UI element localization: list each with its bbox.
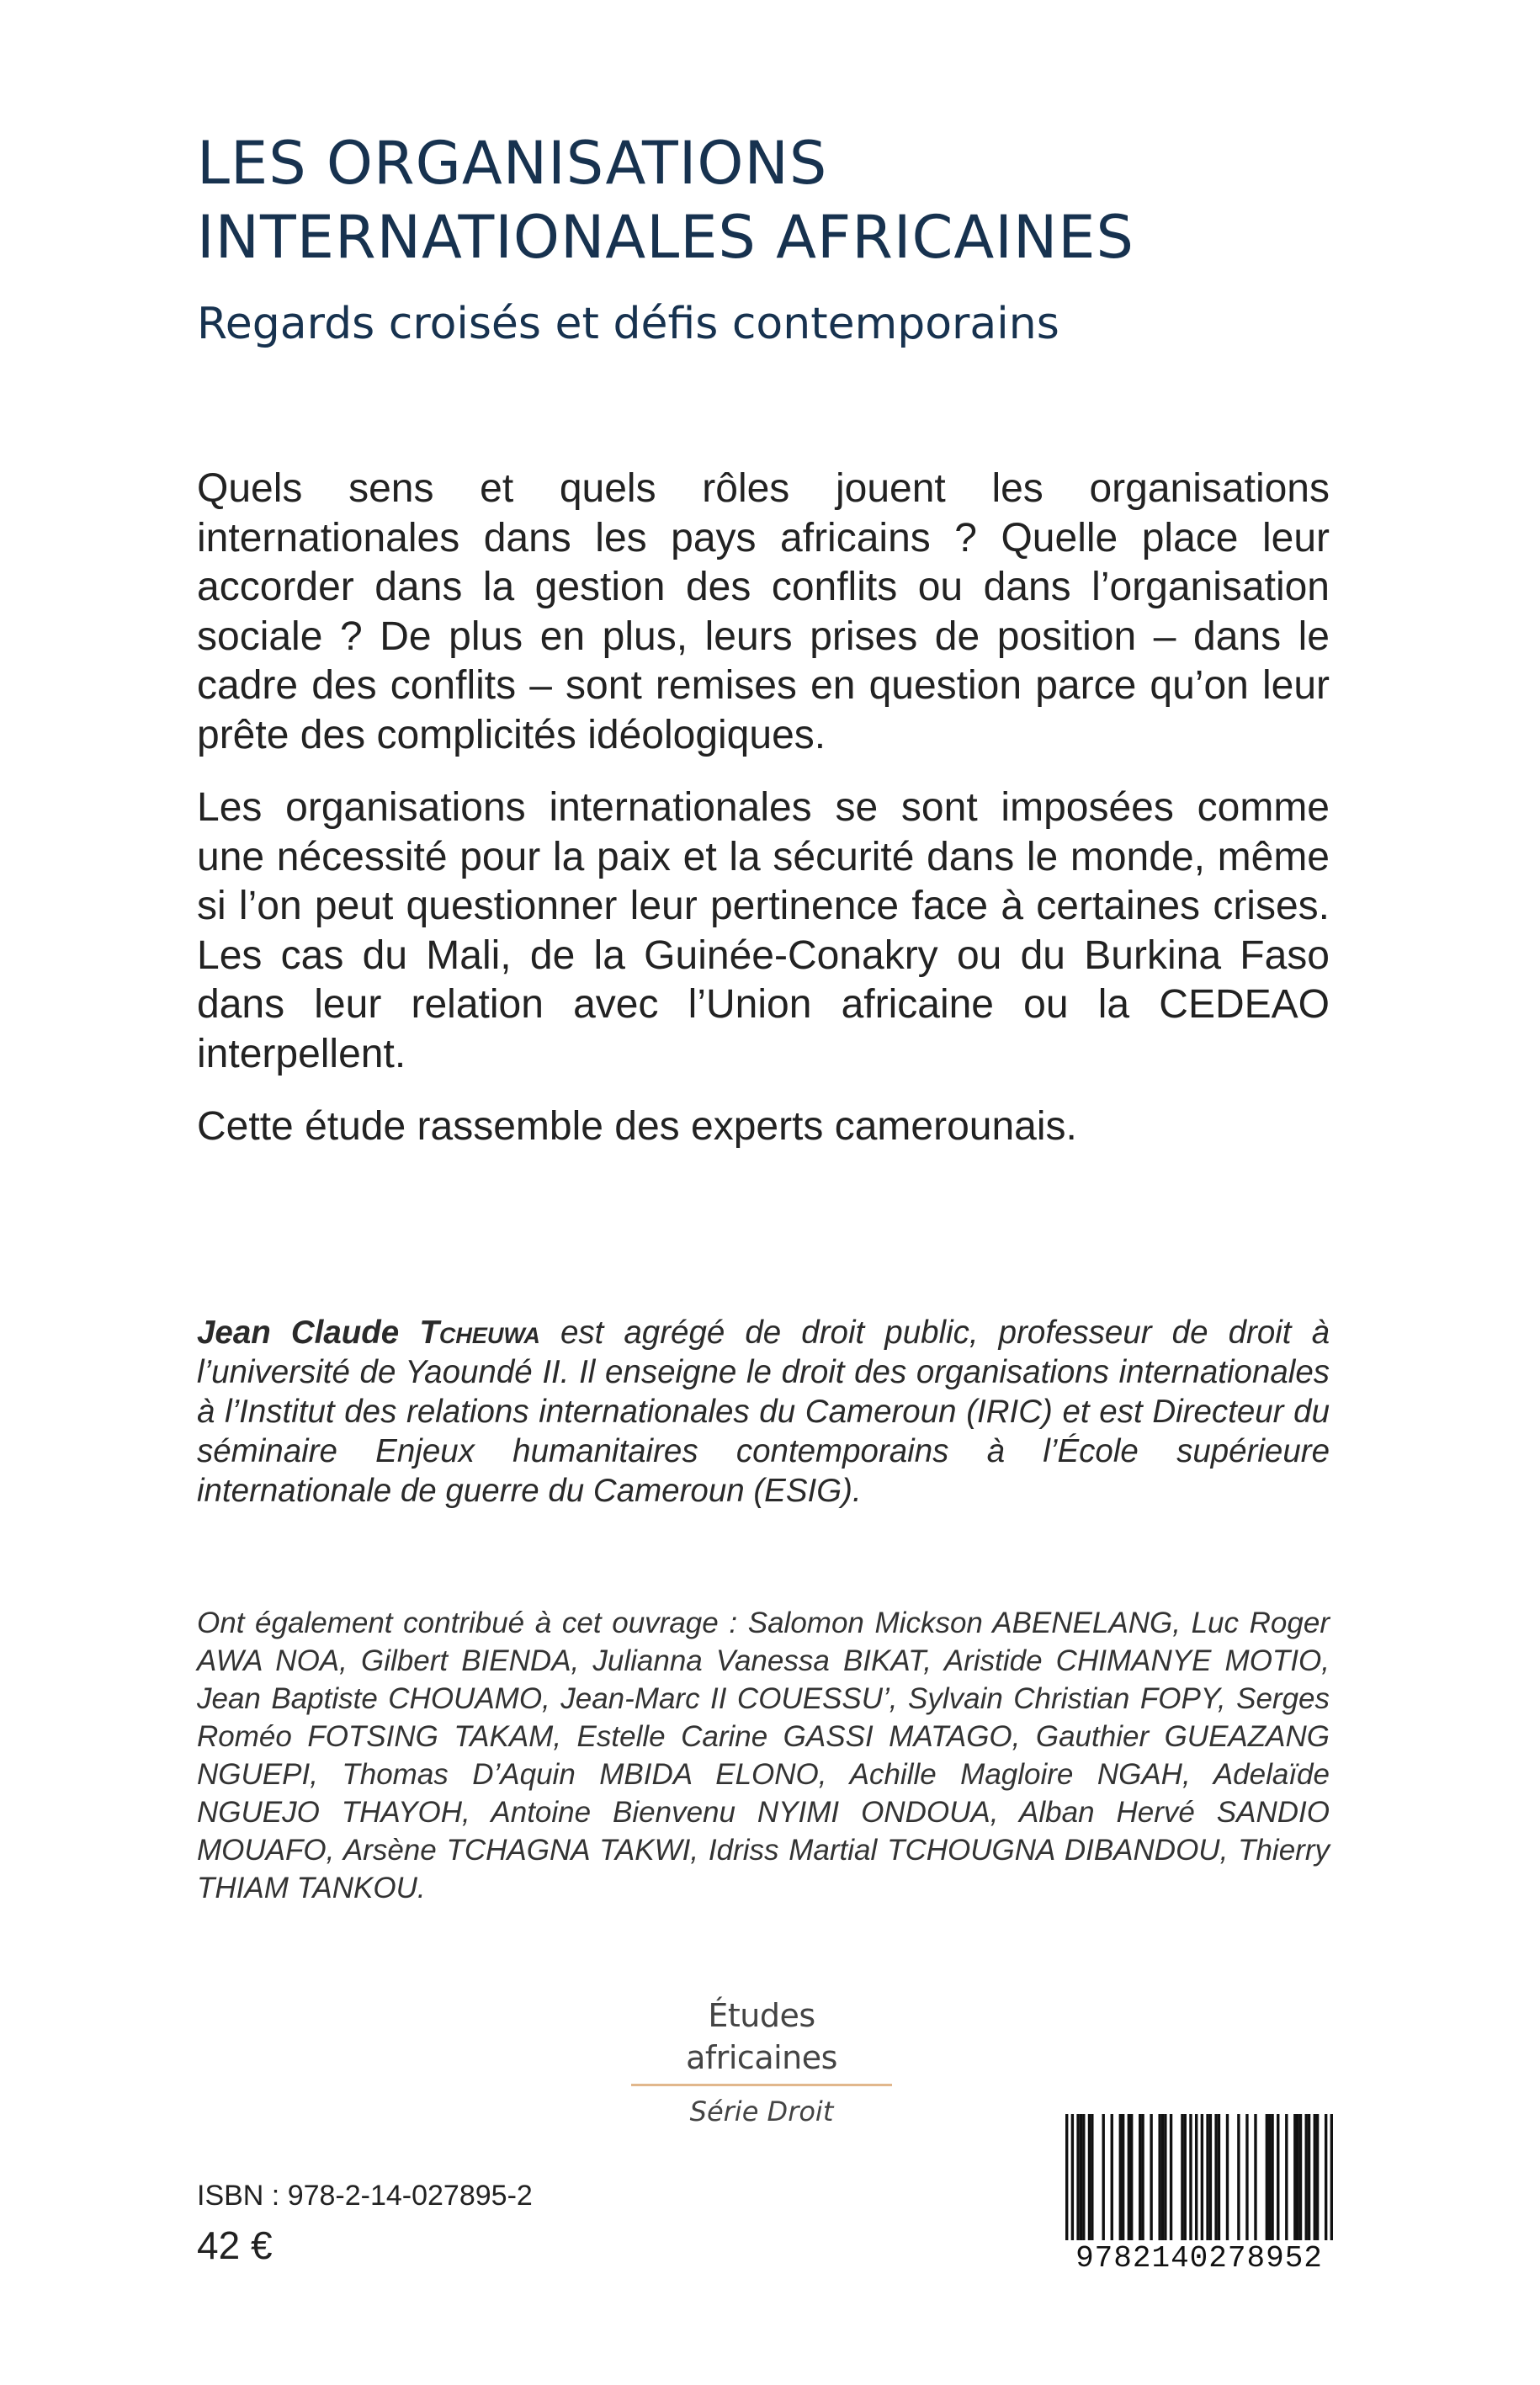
blurb [197,465,1330,1176]
series-divider [631,2084,892,2086]
barcode-bar [1226,2114,1229,2240]
series-subtitle: Série Droit [689,2096,834,2127]
barcode-bar [1141,2114,1144,2240]
author-bio [197,1313,1330,1511]
barcode-digits: 9782140278952 [1075,2241,1323,2276]
barcode-bars [1065,2114,1333,2240]
author-name [197,1315,540,1351]
barcode-bar [1209,2114,1212,2240]
barcode-bar [1080,2114,1082,2240]
barcode-bar [1139,2114,1141,2240]
price: 42 € [197,2223,273,2267]
barcode-bar [1308,2114,1310,2240]
barcode-bar [1181,2114,1183,2240]
barcode-bar [1119,2114,1122,2240]
barcode-bar [1111,2114,1113,2240]
barcode-bar [1330,2114,1333,2240]
series-logo [631,1995,892,2128]
barcode-bar [1164,2114,1166,2240]
author-bio-text: est agrégé de droit public, professeur de droit à l’université de Yaoundé II. Il enseigne le droit des organisations internationales à l’Institut des relations internationales du Cameroun (IRIC) et est Directeur du séminaire Enjeux humanitaires contemporains à l’École supérieure internationale de guerre du Cameroun (ESIG). [197,1315,1330,1509]
barcode-bar [1268,2114,1271,2240]
blurb-paragraph: Cette étude rassemble des experts camerounais. [197,1104,1077,1149]
barcode-bar [1296,2114,1298,2240]
blurb-paragraph: Les organisations internationales se sont imposées comme une nécessité pour la paix et la sécurité dans le monde, même si l’on peut questionner leur pertinence face à certaines crises. Les cas du Mali, de la Guinée-Conakry ou du Burkina Faso dans leur relation avec l’Union africaine ou la CEDEAO interpellent. [197,785,1330,1076]
author-last-name: Tcheuwa [419,1315,540,1351]
barcode-bar [1076,2114,1079,2240]
barcode-bar [1161,2114,1164,2240]
barcode-bar [1201,2114,1203,2240]
barcode-bar [1150,2114,1152,2240]
barcode-bar [1254,2114,1256,2240]
barcode-bar [1091,2114,1093,2240]
barcode-bar [1218,2114,1220,2240]
barcode-bar [1128,2114,1130,2240]
barcode-bar [1189,2114,1192,2240]
barcode-bar [1277,2114,1279,2240]
barcode-bar [1130,2114,1133,2240]
barcode-bar [1195,2114,1197,2240]
barcode-bar [1082,2114,1085,2240]
barcode-bar [1293,2114,1296,2240]
blurb-paragraph: Quels sens et quels rôles jouent les organisations internationales dans les pays africains ? Quelle place leur accorder dans la gestion des conflits ou dans l’organisation sociale ? De plus en plus, leurs prises de position – dans le cadre des conflits – sont remises en question parce qu’on leur prête des complicités idéologiques. [197,466,1330,757]
barcode-bar [1071,2114,1074,2240]
barcode [1065,2114,1333,2279]
isbn: ISBN : 978-2-14-027895-2 [197,2180,533,2212]
barcode-bar [1170,2114,1172,2240]
barcode-bar [1065,2114,1068,2240]
barcode-bar [1184,2114,1187,2240]
barcode-bar [1285,2114,1288,2240]
barcode-bar [1266,2114,1268,2240]
book-title: LES ORGANISATIONS INTERNATIONALES AFRICAINES [197,129,1134,272]
barcode-bar [1245,2114,1248,2240]
barcode-bar [1122,2114,1124,2240]
barcode-bar [1299,2114,1302,2240]
barcode-bar [1214,2114,1217,2240]
barcode-bar [1158,2114,1160,2240]
barcode-bar [1206,2114,1208,2240]
barcode-bar [1316,2114,1319,2240]
barcode-bar [1305,2114,1308,2240]
book-subtitle: Regards croisés et défis contemporains [197,299,1059,349]
barcode-bar [1271,2114,1273,2240]
series-name: Études africaines [686,1997,837,2076]
author-first-name: Jean Claude [197,1315,400,1351]
barcode-bar [1314,2114,1316,2240]
barcode-bar [1237,2114,1240,2240]
barcode-bar [1102,2114,1105,2240]
contributors-list: Ont également contribué à cet ouvrage : Salomon Mickson ABENELANG, Luc Roger AWA NOA, Gilbert BIENDA, Julianna Vanessa BIKAT, Aristide CHIMANYE MOTIO, Jean Baptiste CHOUAMO, Jean-Marc II COUESSU’, Sylvain Christian FOPY, Serges Roméo FOTSING TAKAM, Estelle Carine GASSI MATAGO, Gauthier GUEAZANG NGUEPI, Thomas D’Aquin MBIDA ELONO, Achille Magloire NGAH, Adelaïde NGUEJO THAYOH, Antoine Bienvenu NYIMI ONDOUA, Alban Hervé SANDIO MOUAFO, Arsène TCHAGNA TAKWI, Idriss Martial TCHOUGNA DIBANDOU, Thierry THIAM TANKOU. [197,1607,1330,1904]
barcode-bar [1325,2114,1327,2240]
barcode-bar [1088,2114,1091,2240]
